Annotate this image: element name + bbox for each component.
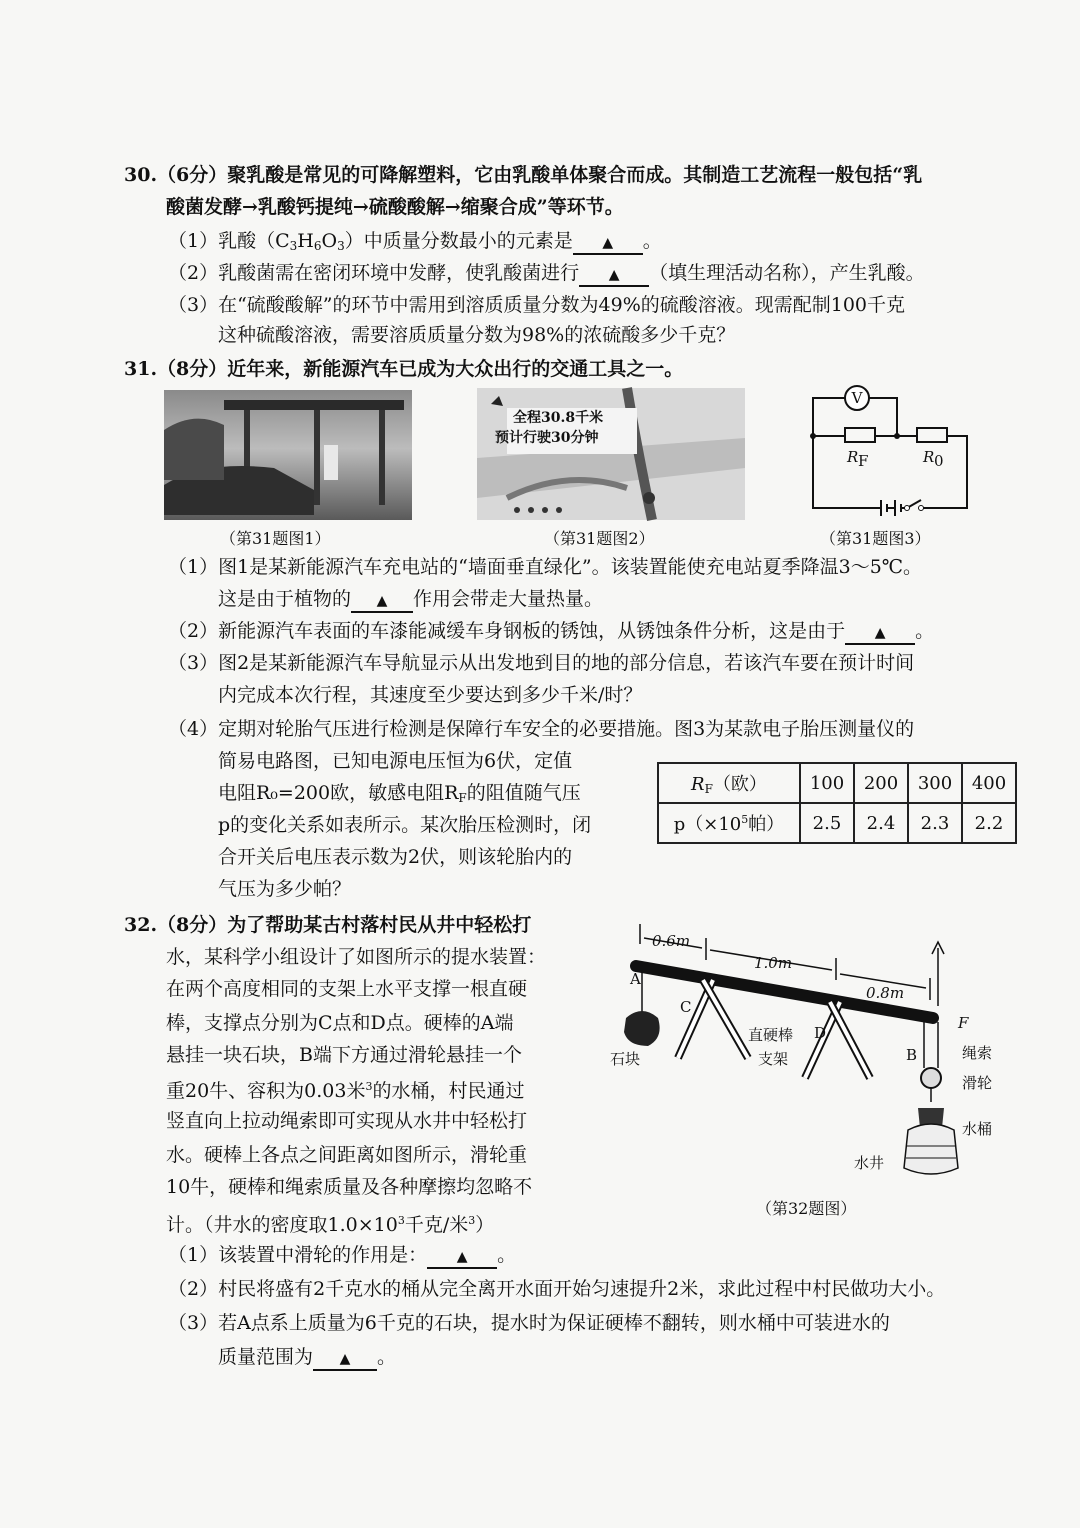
svg-text:F: F: [858, 452, 869, 470]
q32-part1: （1）该装置中滑轮的作用是： ▲ 。: [168, 1242, 516, 1269]
table-header-resistance: $R_F$（欧）: [658, 763, 800, 803]
q31-part4-line5: 合开关后电压表示数为2伏，则该轮胎内的: [218, 846, 573, 868]
svg-text:绳索: 绳索: [962, 1044, 993, 1062]
table-cell: 400: [962, 763, 1016, 803]
svg-text:B: B: [906, 1046, 918, 1064]
svg-text:直硬棒: 直硬棒: [748, 1026, 794, 1044]
q30-blank-1[interactable]: ▲: [573, 231, 643, 255]
svg-text:F: F: [958, 1014, 969, 1032]
svg-text:0: 0: [934, 452, 944, 470]
q32-part3-line2: 质量范围为 ▲ 。: [218, 1344, 396, 1371]
svg-text:D: D: [814, 1024, 827, 1042]
q32-blank-3[interactable]: ▲: [313, 1347, 377, 1371]
q32-line4: 棒，支撑点分别为C点和D点。硬棒的A端: [166, 1012, 514, 1034]
svg-text:1.0m: 1.0m: [754, 954, 793, 972]
navigation-map: [477, 388, 745, 520]
table-cell: 2.3: [908, 803, 962, 843]
table-cell: 2.4: [854, 803, 908, 843]
q31-part4-line6: 气压为多少帕？: [218, 878, 352, 900]
svg-text:石块: 石块: [610, 1050, 641, 1068]
svg-text:0.6m: 0.6m: [652, 932, 691, 950]
table-cell: 100: [800, 763, 854, 803]
fig31-3-caption: （第31题图3）: [820, 529, 931, 548]
svg-text:滑轮: 滑轮: [962, 1074, 993, 1092]
stone-block: [624, 1011, 660, 1046]
svg-text:R: R: [923, 448, 935, 466]
table-row: [658, 803, 1016, 843]
table-cell: 2.2: [962, 803, 1016, 843]
resistance-pressure-table: [657, 762, 1017, 844]
q30-part2: （2）乳酸菌需在密闭环境中发酵，使乳酸菌进行 ▲ （填生理活动名称），产生乳酸。: [168, 260, 925, 287]
q31-part2: （2）新能源汽车表面的车漆能减缓车身钢板的锈蚀，从锈蚀条件分析，这是由于 ▲ 。: [168, 618, 934, 645]
svg-text:水井: 水井: [854, 1154, 885, 1172]
svg-text:C: C: [680, 998, 692, 1016]
q31-part4-line3: 电阻R₀=200欧，敏感电阻$R_F$的阻值随气压: [218, 782, 581, 805]
q30-line1: 30.（6分）聚乳酸是常见的可降解塑料，它由乳酸单体聚合而成。其制造工艺流程一般包括“乳: [124, 164, 923, 186]
well-icon: [904, 1124, 958, 1174]
nav-time: 预计行驶30分钟: [495, 430, 599, 446]
svg-text:R: R: [847, 448, 859, 466]
q32-line7: 竖直向上拉动绳索即可实现从水井中轻松打: [166, 1110, 528, 1132]
q30-part1: （1）乳酸$(C_3H_6O_3)$中质量分数最小的元素是 ▲ 。: [168, 230, 662, 253]
q30-blank-2[interactable]: ▲: [579, 263, 649, 287]
svg-text:A: A: [630, 970, 641, 988]
svg-text:V: V: [851, 389, 863, 407]
q30-line2: 酸菌发酵→乳酸钙提纯→硫酸酸解→缩聚合成”等环节。: [166, 196, 624, 218]
water-lift-device-diagram: [608, 918, 1028, 1198]
q30-part3-line2: 这种硫酸溶液，需要溶质质量分数为98%的浓硫酸多少千克？: [218, 324, 736, 346]
table-cell: 200: [854, 763, 908, 803]
charging-station-photo: [164, 390, 412, 520]
q31-part4-line4: p的变化关系如表所示。某次胎压检测时，闭: [218, 814, 592, 836]
svg-text:支架: 支架: [758, 1050, 789, 1068]
fig32-caption: （第32题图）: [756, 1199, 857, 1218]
q31-part1-line2: 这是由于植物的 ▲ 作用会带走大量热量。: [218, 586, 603, 613]
table-row: [658, 763, 1016, 803]
q31-part3-line2: 内完成本次行程，其速度至少要达到多少千米/时？: [218, 684, 643, 706]
q31-intro: 31.（8分）近年来，新能源汽车已成为大众出行的交通工具之一。: [124, 358, 684, 380]
svg-text:水桶: 水桶: [962, 1120, 993, 1138]
q31-part4-line2: 简易电路图，已知电源电压恒为6伏，定值: [218, 750, 573, 772]
q31-part3-line1: （3）图2是某新能源汽车导航显示从出发地到目的地的部分信息，若该汽车要在预计时间: [168, 652, 915, 674]
q32-line5: 悬挂一块石块，B端下方通过滑轮悬挂一个: [166, 1044, 522, 1066]
q31-part1-line1: （1）图1是某新能源汽车充电站的“墙面垂直绿化”。该装置能使充电站夏季降温3～5℃。: [168, 556, 923, 578]
charging-station-illustration: [164, 390, 412, 520]
fig31-1-caption: （第31题图1）: [220, 529, 331, 548]
q32-line3: 在两个高度相同的支架上水平支撑一根直硬: [166, 978, 528, 1000]
table-cell: 300: [908, 763, 962, 803]
q31-blank-1[interactable]: ▲: [351, 589, 413, 613]
q32-line9: 10牛，硬棒和绳索质量及各种摩擦均忽略不: [166, 1176, 533, 1198]
tire-pressure-circuit: [805, 380, 985, 520]
nav-distance: 全程30.8千米: [513, 410, 604, 426]
svg-text:0.8m: 0.8m: [866, 984, 905, 1002]
pulley-icon: [921, 1068, 941, 1088]
table-header-pressure: $p(\times 10^5$帕）: [658, 803, 800, 843]
q30-part3-line1: （3）在“硫酸酸解”的环节中需用到溶质质量分数为49%的硫酸溶液。现需配制100千克: [168, 294, 906, 316]
q32-part3-line1: （3）若A点系上质量为6千克的石块，提水时为保证硬棒不翻转，则水桶中可装进水的: [168, 1312, 890, 1334]
q32-line1: 32.（8分）为了帮助某古村落村民从井中轻松打: [124, 914, 532, 936]
table-cell: 2.5: [800, 803, 854, 843]
q31-part4-line1: （4）定期对轮胎气压进行检测是保障行车安全的必要措施。图3为某款电子胎压测量仪的: [168, 718, 915, 740]
q32-line6: 重20牛、容积为0.03米$^3$的水桶，村民通过: [166, 1080, 525, 1102]
q32-part2: （2）村民将盛有2千克水的桶从完全离开水面开始匀速提升2米，求此过程中村民做功大小。: [168, 1278, 946, 1300]
q32-line2: 水，某科学小组设计了如图所示的提水装置：: [166, 946, 547, 968]
q32-line10: 计。（井水的密度取$1.0\times 10^3$千克/米$^3$）: [166, 1214, 495, 1236]
q32-blank-1[interactable]: ▲: [427, 1245, 497, 1269]
fig31-2-caption: （第31题图2）: [544, 529, 655, 548]
q31-blank-2[interactable]: ▲: [845, 621, 915, 645]
q32-line8: 水。硬棒上各点之间距离如图所示，滑轮重: [166, 1144, 528, 1166]
